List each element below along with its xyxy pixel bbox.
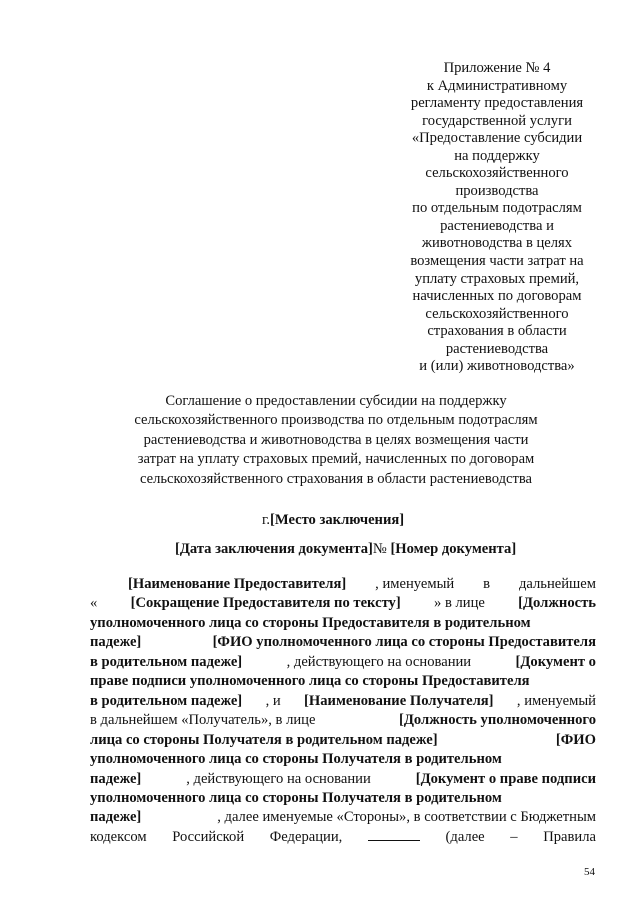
- number-sign: №: [372, 541, 387, 557]
- body-text: , и: [265, 692, 281, 709]
- body-text: [ФИО уполномоченного лица со стороны Предоставителя: [212, 634, 596, 651]
- appendix-line: уплату страховых премий,: [414, 270, 580, 287]
- body-text: в родительном падеже]: [90, 653, 243, 670]
- blank-field: [368, 828, 420, 841]
- appendix-line: производства: [455, 182, 539, 199]
- body-text: (далее: [445, 828, 485, 845]
- appendix-line: возмещения части затрат на: [410, 253, 584, 270]
- body-text: [Должность: [518, 595, 596, 612]
- document-date: [Дата заключения документа]: [175, 541, 373, 557]
- body-text: падеже]: [90, 634, 142, 651]
- body-text: , действующего на основании: [186, 770, 371, 787]
- title-line: сельскохозяйственного производства по отдельным подотраслям: [134, 412, 538, 429]
- body-text: уполномоченного лица со стороны Получателя в родительном: [90, 789, 502, 806]
- body-line: [90, 692, 596, 711]
- body-line: [90, 789, 596, 808]
- body-line: [90, 575, 596, 594]
- body-line: [90, 828, 596, 847]
- body-line: [90, 614, 596, 633]
- place-of-conclusion: [262, 512, 404, 529]
- appendix-line: и (или) животноводства»: [419, 358, 575, 375]
- appendix-line: по отдельным подотраслям: [412, 200, 582, 217]
- appendix-line: регламенту предоставления: [410, 95, 584, 112]
- place-prefix: г.: [262, 512, 270, 528]
- body-text: Российской: [172, 828, 245, 845]
- title-line: Соглашение о предоставлении субсидии на поддержку: [165, 393, 507, 409]
- appendix-line: сельскохозяйственного: [425, 305, 569, 322]
- document-number: [Номер документа]: [386, 541, 517, 557]
- body-text: , именуемый: [516, 692, 596, 709]
- body-text: [Документ о праве подписи: [415, 770, 596, 787]
- body-text: [Сокращение Предоставителя по тексту]: [130, 595, 401, 612]
- body-line: [90, 594, 596, 613]
- body-text: , действующего на основании: [286, 653, 472, 670]
- body-line: [90, 633, 596, 652]
- body-text: уполномоченного лица со стороны Получателя в родительном: [90, 751, 502, 768]
- appendix-line: к Административному: [426, 77, 568, 94]
- body-line: [90, 653, 596, 672]
- appendix-line: растениеводства: [445, 340, 549, 357]
- body-text: [Должность уполномоченного: [399, 712, 596, 729]
- body-text: в дальнейшем «Получатель», в лице: [90, 712, 316, 729]
- body-text: кодексом: [90, 828, 147, 845]
- body-line: [90, 731, 596, 750]
- body-text: в: [483, 576, 491, 592]
- body-text: «: [90, 595, 98, 612]
- page-number: 54: [584, 866, 595, 878]
- agreement-title: [86, 392, 586, 489]
- body-text: праве подписи уполномоченного лица со стороны Предоставителя: [90, 673, 530, 690]
- appendix-line: растениеводства и: [440, 217, 554, 234]
- appendix-line: Приложение № 4: [443, 60, 551, 76]
- title-line: растениеводства и животноводства в целях возмещения части: [143, 431, 529, 448]
- body-line: [90, 711, 596, 730]
- body-text: лица со стороны Получателя в родительном падеже]: [90, 731, 438, 748]
- appendix-line: животноводства в целях: [421, 235, 573, 252]
- body-text: , именуемый: [375, 576, 455, 592]
- appendix-line: сельскохозяйственного: [425, 165, 569, 182]
- body-line: [90, 808, 596, 827]
- body-text: [Документ о: [515, 653, 596, 670]
- date-number-line: [175, 541, 516, 558]
- body-text: [Наименование Предоставителя]: [128, 576, 347, 592]
- appendix-line: государственной услуги: [422, 112, 572, 129]
- body-line: [90, 672, 596, 691]
- title-line: затрат на уплату страховых премий, начисленных по договорам: [137, 451, 535, 468]
- appendix-header: [402, 60, 592, 376]
- body-text: , далее именуемые «Стороны», в соответствии с Бюджетным: [217, 809, 596, 826]
- body-text: уполномоченного лица со стороны Предоставителя в родительном: [90, 614, 531, 631]
- body-text: Федерации,: [269, 828, 343, 845]
- appendix-line: страхования в области: [427, 323, 567, 340]
- body-text: Правила: [543, 828, 596, 845]
- body-text: падеже]: [90, 809, 142, 826]
- appendix-line: «Предоставление субсидии: [411, 130, 583, 147]
- agreement-body: [90, 575, 596, 847]
- body-line: [90, 750, 596, 769]
- body-text: дальнейшем: [518, 576, 596, 592]
- body-text: » в лице: [434, 595, 485, 612]
- body-text: [ФИО: [555, 731, 596, 748]
- appendix-line: начисленных по договорам: [412, 288, 582, 305]
- body-text: в родительном падеже]: [90, 692, 243, 709]
- place-value: [Место заключения]: [270, 512, 405, 528]
- body-text: –: [510, 828, 518, 845]
- body-text: [Наименование Получателя]: [304, 692, 494, 709]
- title-line: сельскохозяйственного страхования в области растениеводства: [139, 470, 533, 487]
- body-line: [90, 770, 596, 789]
- body-text: падеже]: [90, 770, 142, 787]
- appendix-line: на поддержку: [454, 147, 540, 164]
